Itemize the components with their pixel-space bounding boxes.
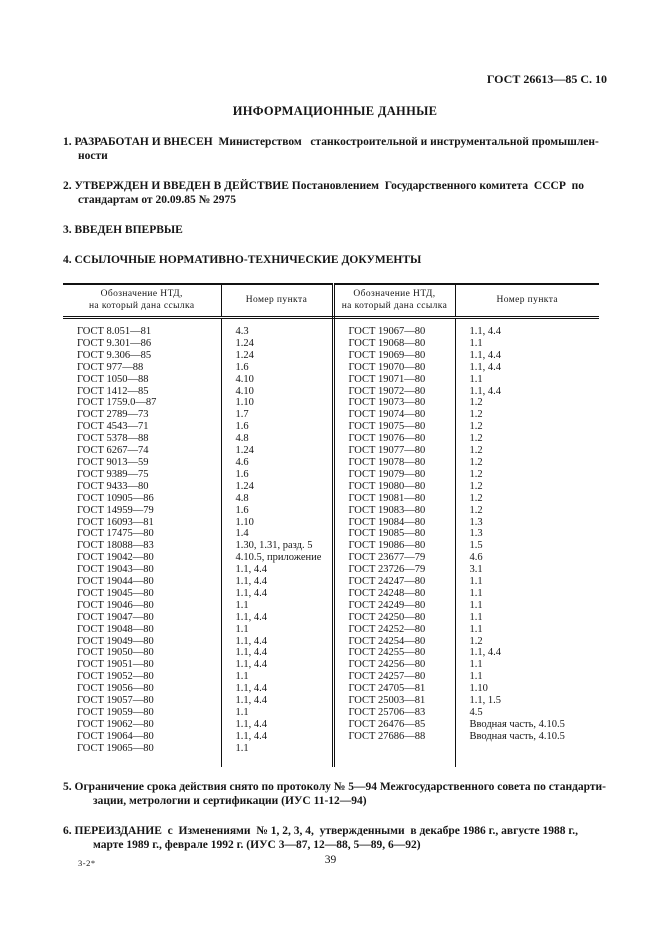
cell-doc-designation: ГОСТ 4543—71 bbox=[63, 421, 221, 433]
cell-clause-number: 1.1, 4.4 bbox=[221, 576, 333, 588]
cell-doc-designation: ГОСТ 1412—85 bbox=[63, 386, 221, 398]
cell-clause-number: 1.30, 1.31, разд. 5 bbox=[221, 540, 333, 552]
cell-doc-designation: ГОСТ 8.051—81 bbox=[63, 318, 221, 338]
cell-clause-number: 1.1, 4.4 bbox=[221, 731, 333, 743]
cell-clause-number: 1.3 bbox=[469, 516, 483, 528]
cell-clause-number: 1.1, 4.4 bbox=[469, 326, 501, 337]
table-row bbox=[63, 612, 599, 624]
cell-clause-number: 1.1 bbox=[221, 600, 333, 612]
cell-clause-number: 1.1, 4.4 bbox=[221, 647, 333, 659]
cell-clause-number: 1.2 bbox=[469, 421, 483, 433]
cell-clause-number: 1.5 bbox=[469, 540, 483, 552]
cell-clause-number: 1.1, 4.4 bbox=[221, 612, 333, 624]
cell-doc-designation: ГОСТ 19065—80 bbox=[63, 743, 221, 767]
table-row bbox=[63, 576, 599, 588]
doc-item bbox=[63, 223, 607, 237]
cell-clause-number: 1.2 bbox=[469, 433, 483, 445]
table-row bbox=[63, 469, 599, 481]
cell-doc-designation: ГОСТ 19077—80 bbox=[333, 445, 455, 457]
cell-clause-number: 1.1, 4.4 bbox=[221, 719, 333, 731]
cell-clause-number: 1.1 bbox=[221, 671, 333, 683]
cell-doc-designation: ГОСТ 19086—80 bbox=[333, 540, 455, 552]
cell-clause-number: Вводная часть, 4.10.5 bbox=[469, 730, 565, 742]
cell-doc-designation: ГОСТ 19074—80 bbox=[333, 409, 455, 421]
items-top-section bbox=[63, 135, 607, 267]
table-row bbox=[63, 528, 599, 540]
cell-clause-number: 1.2 bbox=[469, 480, 483, 492]
table-row bbox=[63, 517, 599, 529]
cell-doc-designation: ГОСТ 19047—80 bbox=[63, 612, 221, 624]
cell-clause-number: 1.24 bbox=[221, 445, 333, 457]
doc-item-line: 3. ВВЕДЕН ВПЕРВЫЕ bbox=[63, 224, 183, 236]
cell-doc-designation: ГОСТ 25706—83 bbox=[333, 707, 455, 719]
table-row bbox=[63, 445, 599, 457]
footer-signature: 3-2* bbox=[78, 858, 96, 868]
cell-clause-number: 1.2 bbox=[469, 409, 483, 421]
doc-item-line: марте 1989 г., феврале 1992 г. (ИУС 3—87, 12—88, 5—89, 6—92) bbox=[93, 838, 421, 851]
cell-doc-designation: ГОСТ 19067—80 bbox=[333, 318, 455, 338]
table-header bbox=[63, 284, 599, 318]
cell-doc-designation: ГОСТ 9433—80 bbox=[63, 481, 221, 493]
cell-clause-number: 4.10 bbox=[221, 386, 333, 398]
cell-doc-designation: ГОСТ 19059—80 bbox=[63, 707, 221, 719]
cell-clause-number: Вводная часть, 4.10.5 bbox=[469, 718, 565, 730]
table-row bbox=[63, 350, 599, 362]
cell-doc-designation: ГОСТ 19081—80 bbox=[333, 493, 455, 505]
cell-doc-designation: ГОСТ 9389—75 bbox=[63, 469, 221, 481]
table-row bbox=[63, 409, 599, 421]
cell-clause-number: 1.1 bbox=[469, 587, 483, 599]
cell-clause-number: 1.1 bbox=[469, 611, 483, 623]
cell-clause-number bbox=[455, 743, 599, 767]
cell-clause-number: 1.2 bbox=[469, 468, 483, 480]
cell-clause-number: 1.1, 4.4 bbox=[469, 385, 501, 397]
cell-clause-number: 1.2 bbox=[469, 445, 483, 457]
cell-doc-designation: ГОСТ 19050—80 bbox=[63, 647, 221, 659]
cell-doc-designation: ГОСТ 26476—85 bbox=[333, 719, 455, 731]
table-row bbox=[63, 719, 599, 731]
table-row bbox=[63, 731, 599, 743]
table-row bbox=[63, 695, 599, 707]
cell-doc-designation: ГОСТ 24255—80 bbox=[333, 647, 455, 659]
cell-clause-number: 1.2 bbox=[469, 504, 483, 516]
page-number: 39 bbox=[324, 854, 337, 866]
doc-item bbox=[63, 253, 607, 267]
table-row bbox=[63, 743, 599, 767]
table-row bbox=[63, 552, 599, 564]
cell-doc-designation: ГОСТ 10905—86 bbox=[63, 493, 221, 505]
table-body bbox=[63, 318, 599, 767]
cell-doc-designation: ГОСТ 1759.0—87 bbox=[63, 397, 221, 409]
cell-doc-designation: ГОСТ 19072—80 bbox=[333, 386, 455, 398]
cell-clause-number: 4.10 bbox=[221, 374, 333, 386]
cell-clause-number: 1.2 bbox=[469, 456, 483, 468]
cell-clause-number: 1.1, 4.4 bbox=[221, 588, 333, 600]
cell-doc-designation: ГОСТ 14959—79 bbox=[63, 505, 221, 517]
cell-doc-designation: ГОСТ 19075—80 bbox=[333, 421, 455, 433]
table-row bbox=[63, 671, 599, 683]
page-content bbox=[63, 72, 607, 868]
cell-doc-designation: ГОСТ 19078—80 bbox=[333, 457, 455, 469]
doc-item bbox=[63, 824, 607, 852]
cell-clause-number: 1.2 bbox=[469, 492, 483, 504]
cell-doc-designation: ГОСТ 24256—80 bbox=[333, 659, 455, 671]
table-row bbox=[63, 397, 599, 409]
doc-item-line: 5. Ограничение срока действия снято по протоколу № 5—94 Межгосударственного совета по стандарти- bbox=[63, 780, 606, 793]
cell-clause-number: 1.6 bbox=[221, 469, 333, 481]
table-row bbox=[63, 318, 599, 338]
cell-clause-number: 1.1 bbox=[469, 373, 483, 385]
cell-clause-number: 1.1 bbox=[221, 707, 333, 719]
cell-doc-designation: ГОСТ 19085—80 bbox=[333, 528, 455, 540]
cell-doc-designation: ГОСТ 19043—80 bbox=[63, 564, 221, 576]
cell-doc-designation: ГОСТ 24247—80 bbox=[333, 576, 455, 588]
cell-clause-number: 1.1, 4.4 bbox=[469, 361, 501, 373]
cell-doc-designation: ГОСТ 17475—80 bbox=[63, 528, 221, 540]
cell-doc-designation: ГОСТ 19073—80 bbox=[333, 397, 455, 409]
cell-doc-designation: ГОСТ 19080—80 bbox=[333, 481, 455, 493]
table-header-cell-clause-left: Номер пункта bbox=[221, 284, 333, 318]
doc-item bbox=[63, 780, 607, 808]
cell-clause-number: 1.24 bbox=[221, 481, 333, 493]
cell-doc-designation: ГОСТ 19083—80 bbox=[333, 505, 455, 517]
cell-clause-number: 1.1, 4.4 bbox=[221, 683, 333, 695]
table-row bbox=[63, 707, 599, 719]
cell-clause-number: 4.8 bbox=[221, 493, 333, 505]
table-row bbox=[63, 493, 599, 505]
table-row bbox=[63, 683, 599, 695]
cell-doc-designation: ГОСТ 19070—80 bbox=[333, 362, 455, 374]
doc-item-line: 2. УТВЕРЖДЕН И ВВЕДЕН В ДЕЙСТВИЕ Постановлением Государственного комитета СССР по bbox=[63, 180, 584, 192]
cell-doc-designation: ГОСТ 19051—80 bbox=[63, 659, 221, 671]
table-row bbox=[63, 636, 599, 648]
cell-doc-designation: ГОСТ 24252—80 bbox=[333, 624, 455, 636]
table-header-cell-designation-left bbox=[63, 284, 221, 318]
cell-doc-designation: ГОСТ 5378—88 bbox=[63, 433, 221, 445]
cell-doc-designation: ГОСТ 977—88 bbox=[63, 362, 221, 374]
cell-clause-number: 3.1 bbox=[469, 564, 483, 576]
cell-doc-designation: ГОСТ 19049—80 bbox=[63, 636, 221, 648]
cell-clause-number: 1.3 bbox=[469, 528, 483, 540]
cell-doc-designation: ГОСТ 9.301—86 bbox=[63, 338, 221, 350]
cell-doc-designation: ГОСТ 19042—80 bbox=[63, 552, 221, 564]
cell-clause-number: 1.6 bbox=[221, 362, 333, 374]
doc-item-line: ности bbox=[78, 150, 108, 162]
page-header: ГОСТ 26613—85 С. 10 bbox=[486, 72, 607, 86]
cell-doc-designation: ГОСТ 27686—88 bbox=[333, 731, 455, 743]
cell-clause-number: 1.1 bbox=[469, 671, 483, 683]
cell-clause-number: 4.3 bbox=[221, 318, 333, 338]
cell-clause-number: 1.1 bbox=[469, 659, 483, 671]
cell-clause-number: 1.6 bbox=[221, 421, 333, 433]
header-line: на который дана ссылка bbox=[88, 300, 195, 311]
cell-clause-number: 1.10 bbox=[221, 517, 333, 529]
cell-doc-designation: ГОСТ 19069—80 bbox=[333, 350, 455, 362]
cell-clause-number: 1.1 bbox=[221, 624, 333, 636]
cell-clause-number: 1.10 bbox=[221, 397, 333, 409]
cell-clause-number: 1.1 bbox=[469, 599, 483, 611]
cell-clause-number: 1.1 bbox=[221, 743, 333, 767]
table-row bbox=[63, 540, 599, 552]
cell-clause-number: 1.1, 4.4 bbox=[221, 636, 333, 648]
table-header-cell-designation-right bbox=[333, 284, 455, 318]
cell-doc-designation: ГОСТ 24249—80 bbox=[333, 600, 455, 612]
cell-clause-number: 1.1 bbox=[469, 337, 483, 349]
table-row bbox=[63, 588, 599, 600]
header-line: Обозначение НТД, bbox=[100, 289, 183, 299]
doc-item-line: 1. РАЗРАБОТАН И ВНЕСЕН Министерством станкостроительной и инструментальной промышлен- bbox=[63, 136, 599, 148]
cell-doc-designation bbox=[333, 743, 455, 767]
table-row bbox=[63, 457, 599, 469]
cell-doc-designation: ГОСТ 23726—79 bbox=[333, 564, 455, 576]
table-header-row bbox=[63, 284, 599, 318]
cell-doc-designation: ГОСТ 1050—88 bbox=[63, 374, 221, 386]
cell-doc-designation: ГОСТ 24257—80 bbox=[333, 671, 455, 683]
cell-doc-designation: ГОСТ 19044—80 bbox=[63, 576, 221, 588]
cell-clause-number: 4.6 bbox=[469, 552, 483, 564]
cell-doc-designation: ГОСТ 23677—79 bbox=[333, 552, 455, 564]
cell-clause-number: 1.1, 4.4 bbox=[221, 695, 333, 707]
page-title: ИНФОРМАЦИОННЫЕ ДАННЫЕ bbox=[232, 104, 438, 118]
cell-doc-designation: ГОСТ 19084—80 bbox=[333, 517, 455, 529]
cell-doc-designation: ГОСТ 19052—80 bbox=[63, 671, 221, 683]
doc-item bbox=[63, 179, 607, 207]
cell-doc-designation: ГОСТ 18088—83 bbox=[63, 540, 221, 552]
doc-item-line: 6. ПЕРЕИЗДАНИЕ с Изменениями № 1, 2, 3, 4, утвержденными в декабре 1986 г., августе 1988 г., bbox=[63, 824, 578, 837]
cell-clause-number: 1.1 bbox=[469, 576, 483, 588]
cell-doc-designation: ГОСТ 24250—80 bbox=[333, 612, 455, 624]
cell-doc-designation: ГОСТ 24705—81 bbox=[333, 683, 455, 695]
cell-clause-number: 1.1, 4.4 bbox=[221, 659, 333, 671]
cell-clause-number: 1.6 bbox=[221, 505, 333, 517]
table-row bbox=[63, 338, 599, 350]
cell-doc-designation: ГОСТ 24248—80 bbox=[333, 588, 455, 600]
cell-doc-designation: ГОСТ 19062—80 bbox=[63, 719, 221, 731]
cell-doc-designation: ГОСТ 2789—73 bbox=[63, 409, 221, 421]
cell-clause-number: 4.5 bbox=[469, 707, 483, 718]
cell-doc-designation: ГОСТ 19068—80 bbox=[333, 338, 455, 350]
table-row bbox=[63, 386, 599, 398]
cell-doc-designation: ГОСТ 19071—80 bbox=[333, 374, 455, 386]
cell-doc-designation: ГОСТ 6267—74 bbox=[63, 445, 221, 457]
header-line: Обозначение НТД, bbox=[353, 289, 436, 299]
doc-item-line: зации, метрологии и сертификации (ИУС 11-12—94) bbox=[93, 794, 367, 807]
cell-clause-number: 4.6 bbox=[221, 457, 333, 469]
cell-doc-designation: ГОСТ 24254—80 bbox=[333, 636, 455, 648]
cell-clause-number: 1.7 bbox=[221, 409, 333, 421]
cell-doc-designation: ГОСТ 16093—81 bbox=[63, 517, 221, 529]
table-row bbox=[63, 624, 599, 636]
cell-clause-number: 1.2 bbox=[469, 635, 483, 647]
cell-clause-number: 1.24 bbox=[221, 350, 333, 362]
table-row bbox=[63, 374, 599, 386]
table-header-cell-clause-right: Номер пункта bbox=[455, 284, 599, 318]
cell-clause-number: 1.1, 4.4 bbox=[469, 647, 501, 659]
table-row bbox=[63, 362, 599, 374]
table-row bbox=[63, 600, 599, 612]
table-row bbox=[63, 659, 599, 671]
table-row bbox=[63, 433, 599, 445]
cell-clause-number: 4.10.5, приложение bbox=[221, 552, 333, 564]
cell-doc-designation: ГОСТ 19079—80 bbox=[333, 469, 455, 481]
cell-clause-number: 1.1, 4.4 bbox=[469, 349, 501, 361]
cell-doc-designation: ГОСТ 19064—80 bbox=[63, 731, 221, 743]
ntd-table bbox=[63, 283, 599, 767]
cell-doc-designation: ГОСТ 19057—80 bbox=[63, 695, 221, 707]
table-row bbox=[63, 481, 599, 493]
cell-doc-designation: ГОСТ 19046—80 bbox=[63, 600, 221, 612]
cell-doc-designation: ГОСТ 25003—81 bbox=[333, 695, 455, 707]
cell-clause-number: 1.1 bbox=[469, 623, 483, 635]
doc-item bbox=[63, 135, 607, 163]
cell-clause-number: 1.4 bbox=[221, 528, 333, 540]
cell-doc-designation: ГОСТ 19076—80 bbox=[333, 433, 455, 445]
cell-doc-designation: ГОСТ 9.306—85 bbox=[63, 350, 221, 362]
table-row bbox=[63, 421, 599, 433]
cell-clause-number: 1.10 bbox=[469, 683, 488, 695]
doc-item-line: стандартам от 20.09.85 № 2975 bbox=[78, 194, 237, 206]
header-line: на который дана ссылка bbox=[341, 300, 448, 311]
cell-clause-number: 1.1, 4.4 bbox=[221, 564, 333, 576]
table-row bbox=[63, 505, 599, 517]
table-row bbox=[63, 564, 599, 576]
cell-clause-number: 4.8 bbox=[221, 433, 333, 445]
cell-clause-number: 1.24 bbox=[221, 338, 333, 350]
items-bottom-section bbox=[63, 780, 607, 852]
cell-doc-designation: ГОСТ 19056—80 bbox=[63, 683, 221, 695]
cell-clause-number: 1.1, 1.5 bbox=[469, 695, 501, 707]
cell-clause-number: 1.2 bbox=[469, 397, 483, 409]
cell-doc-designation: ГОСТ 19048—80 bbox=[63, 624, 221, 636]
doc-item-line: 4. ССЫЛОЧНЫЕ НОРМАТИВНО-ТЕХНИЧЕСКИЕ ДОКУМЕНТЫ bbox=[63, 254, 422, 266]
table-row bbox=[63, 647, 599, 659]
cell-doc-designation: ГОСТ 19045—80 bbox=[63, 588, 221, 600]
cell-doc-designation: ГОСТ 9013—59 bbox=[63, 457, 221, 469]
